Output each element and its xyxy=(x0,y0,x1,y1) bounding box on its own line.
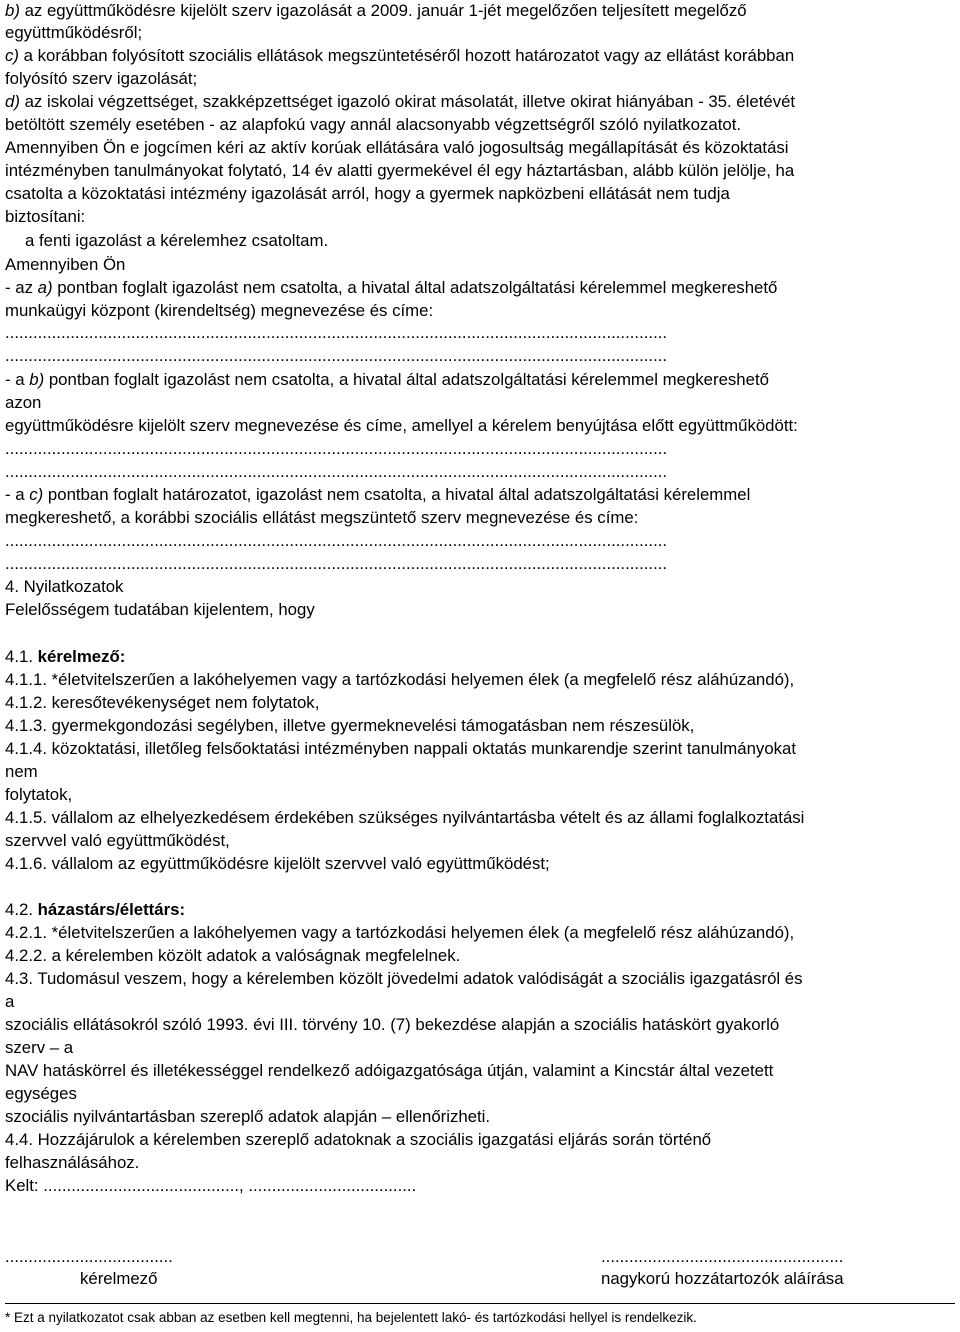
text-line: betöltött személy esetében - az alapfokú vagy annál alacsonyabb végzettségről szóló nyilatkozatot. xyxy=(5,115,742,134)
text-line: munkaügyi központ (kirendeltség) megnevezése és címe: xyxy=(5,301,434,320)
text-line: megkereshető, a korábbi szociális ellátást megszüntető szerv megnevezése és címe: xyxy=(5,508,639,527)
signature-line-left[interactable]: .................................... xyxy=(5,1247,173,1266)
item-marker: c) xyxy=(29,485,44,504)
fill-in-field[interactable]: .............................................................................................................................................. xyxy=(5,439,668,458)
text-line xyxy=(5,484,750,505)
signature-line-right[interactable]: .................................................... xyxy=(601,1247,844,1266)
text-line: Felelősségem tudatában kijelentem, hogy xyxy=(5,600,315,619)
text-line xyxy=(5,369,769,390)
text-line: szervvel való együttműködést, xyxy=(5,831,230,850)
text-line: csatolta a közoktatási intézmény igazolását arról, hogy a gyermek napközbeni ellátását nem tudja xyxy=(5,184,730,203)
text-line: 4.1.6. vállalom az együttműködésre kijelölt szervvel való együttműködést; xyxy=(5,854,550,873)
text-line: együttműködésről; xyxy=(5,23,143,42)
footnote: * Ezt a nyilatkozatot csak abban az esetben kell megtenni, ha bejelentett lakó- és tartózkodási hellyel is rendelkezik. xyxy=(5,1310,697,1325)
line-text: az iskolai végzettséget, szakképzettséget igazoló okirat másolatát, illetve okirat hiányában - 35. életévét xyxy=(19,92,796,111)
text-line xyxy=(5,0,747,21)
fill-in-field[interactable]: .............................................................................................................................................. xyxy=(5,531,668,550)
subsection-heading xyxy=(5,899,185,920)
text-line: 4.2.2. a kérelemben közölt adatok a valóságnak megfelelnek. xyxy=(5,946,461,965)
text-line: 4.1.5. vállalom az elhelyezkedésem érdekében szükséges nyilvántartásba vételt és az állami foglalkoztatási xyxy=(5,808,805,827)
line-text: kérelmező: xyxy=(37,647,126,666)
text-line: együttműködésre kijelölt szerv megnevezése és címe, amellyel a kérelem benyújtása előtt együttműködött: xyxy=(5,416,798,435)
text-line: 4.1.4. közoktatási, illetőleg felsőoktatási intézményben nappali oktatás munkarendje szerint tanulmányokat xyxy=(5,739,797,758)
text-line: 4.4. Hozzájárulok a kérelemben szereplő adatoknak a szociális igazgatási eljárás során történő xyxy=(5,1130,712,1149)
text-line: szerv – a xyxy=(5,1038,74,1057)
fill-in-field[interactable]: .............................................................................................................................................. xyxy=(5,346,668,365)
text-line: szociális nyilvántartásban szereplő adatok alapján – ellenőrizheti. xyxy=(5,1107,491,1126)
text-line: nem xyxy=(5,762,38,781)
text-line: biztosítani: xyxy=(5,207,86,226)
text-line: felhasználásához. xyxy=(5,1153,140,1172)
item-marker: d) xyxy=(5,92,20,111)
line-text: pontban foglalt igazolást nem csatolta, a hivatal által adatszolgáltatási kérelemmel megkereshető xyxy=(44,370,769,389)
line-text: pontban foglalt igazolást nem csatolta, a hivatal által adatszolgáltatási kérelemmel megkereshető xyxy=(52,278,778,297)
line-text: - a xyxy=(5,485,30,504)
text-line: szociális ellátásokról szóló 1993. évi III. törvény 10. (7) bekezdése alapján a szociális hatáskört gyakorló xyxy=(5,1015,780,1034)
attachment-checkbox-label[interactable]: a fenti igazolást a kérelemhez csatoltam. xyxy=(25,231,329,250)
item-marker: a) xyxy=(37,278,53,297)
line-text: az együttműködésre kijelölt szerv igazolását a 2009. január 1-jét megelőzően teljesített megelőző xyxy=(19,1,747,20)
fill-in-field[interactable]: .............................................................................................................................................. xyxy=(5,462,668,481)
item-marker: b) xyxy=(5,1,20,20)
text-line: 4.1.2. keresőtevékenységet nem folytatok, xyxy=(5,693,320,712)
text-line: intézményben tanulmányokat folytató, 14 év alatti gyermekével él egy háztartásban, alább külön jelölje, ha xyxy=(5,161,795,180)
text-line: 4.3. Tudomásul veszem, hogy a kérelemben közölt jövedelmi adatok valódiságát a szociális igazgatásról és xyxy=(5,969,803,988)
text-line: Amennyiben Ön xyxy=(5,255,126,274)
item-marker: b) xyxy=(29,370,45,389)
footnote-divider xyxy=(5,1303,955,1304)
text-line: NAV hatáskörrel és illetékességgel rendelkező adóigazgatósága útján, valamint a Kincstár által vezetett xyxy=(5,1061,774,1080)
text-line: a xyxy=(5,992,15,1011)
text-line: 4.1.1. *életvitelszerűen a lakóhelyemen vagy a tartózkodási helyemen élek (a megfelelő rész aláhúzandó), xyxy=(5,670,795,689)
item-marker: c) xyxy=(5,46,19,65)
fill-in-field[interactable]: .............................................................................................................................................. xyxy=(5,323,668,342)
text-line: 4.1.3. gyermekgondozási segélyben, illetve gyermeknevelési támogatásban nem részesülök, xyxy=(5,716,695,735)
section-heading: 4. Nyilatkozatok xyxy=(5,577,124,596)
line-text: - az xyxy=(5,278,38,297)
text-line xyxy=(5,91,795,112)
subsection-heading xyxy=(5,646,125,667)
text-line: folytatok, xyxy=(5,785,73,804)
line-text: pontban foglalt határozatot, igazolást nem csatolta, a hivatal által adatszolgáltatási kérelemmel xyxy=(43,485,751,504)
text-line xyxy=(5,277,777,298)
signature-label-right: nagykorú hozzátartozók aláírása xyxy=(601,1269,844,1288)
text-line xyxy=(5,45,794,66)
line-text: 4.2. xyxy=(5,900,38,919)
line-text: házastárs/élettárs: xyxy=(37,900,186,919)
line-text: 4.1. xyxy=(5,647,38,666)
fill-in-field[interactable]: .............................................................................................................................................. xyxy=(5,554,668,573)
text-line: egységes xyxy=(5,1084,77,1103)
line-text: - a xyxy=(5,370,30,389)
text-line: 4.2.1. *életvitelszerűen a lakóhelyemen vagy a tartózkodási helyemen élek (a megfelelő rész aláhúzandó), xyxy=(5,923,795,942)
signature-label-left: kérelmező xyxy=(80,1269,158,1288)
text-line: azon xyxy=(5,393,42,412)
line-text: a korábban folyósított szociális ellátások megszüntetéséről hozott határozatot vagy az ellátást korábban xyxy=(18,46,795,65)
text-line: Amennyiben Ön e jogcímen kéri az aktív korúak ellátására való jogosultság megállapítását és közoktatási xyxy=(5,138,789,157)
date-field[interactable]: Kelt: .........................................., .................................... xyxy=(5,1176,417,1195)
text-line: folyósító szerv igazolását; xyxy=(5,69,198,88)
